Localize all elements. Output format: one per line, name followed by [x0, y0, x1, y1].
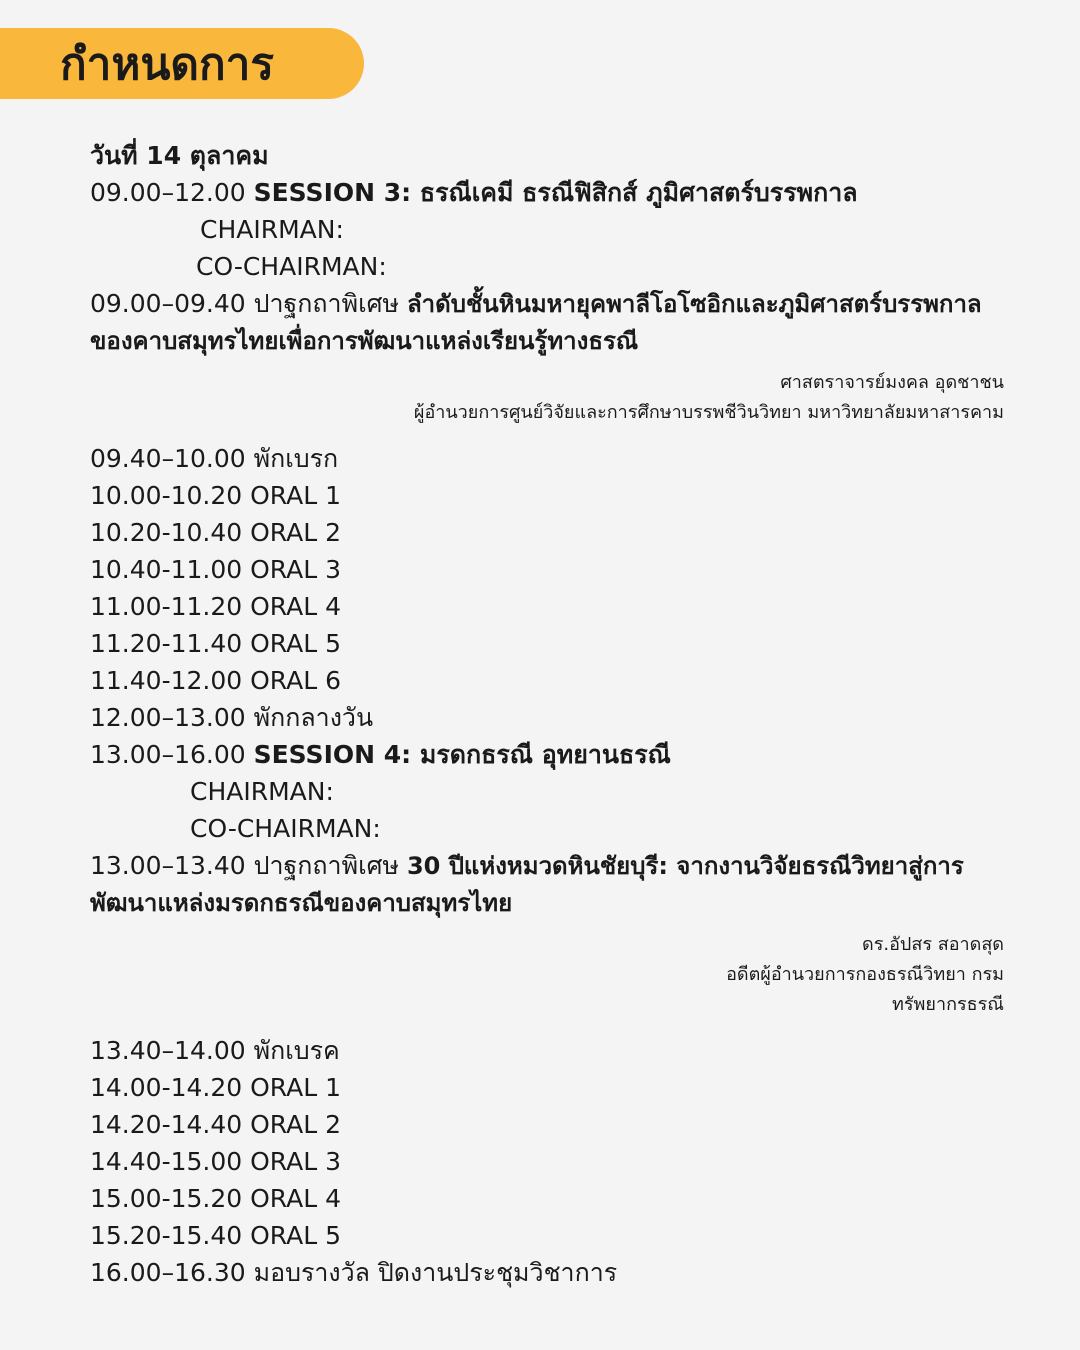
keynote2-heading	[90, 847, 1004, 885]
keynote2-speaker-affiliation-line2: ทรัพยากรธรณี	[892, 994, 1004, 1015]
list-item: 11.00-11.20 ORAL 4	[90, 592, 342, 621]
session3-label: SESSION 3: ธรณีเคมี ธรณีฟิสิกส์ ภูมิศาสตร์บรรพกาล	[253, 178, 858, 207]
list-item: 12.00–13.00 พักกลางวัน	[90, 703, 374, 732]
keynote1-title-line1: ลำดับชั้นหินมหายุคพาลีโอโซอิกและภูมิศาสตร์บรรพกาล	[406, 290, 982, 318]
afternoon-items	[90, 1032, 1004, 1291]
session3-cochairman: CO-CHAIRMAN:	[196, 252, 387, 281]
list-item: 14.20-14.40 ORAL 2	[90, 1110, 342, 1139]
keynote1-title-line2: ของคาบสมุทรไทยเพื่อการพัฒนาแหล่งเรียนรู้ทางธรณี	[90, 327, 639, 355]
page-title: กำหนดการ	[60, 38, 274, 90]
list-item: 11.20-11.40 ORAL 5	[90, 629, 342, 658]
session4-label: SESSION 4: มรดกธรณี อุทยานธรณี	[253, 740, 671, 769]
list-item: 14.00-14.20 ORAL 1	[90, 1073, 342, 1102]
keynote1-time: 09.00–09.40 ปาฐกถาพิเศษ	[90, 289, 399, 318]
title-banner	[0, 28, 364, 99]
list-item: 15.20-15.40 ORAL 5	[90, 1221, 342, 1250]
keynote1-speaker-affiliation: ผู้อำนวยการศูนย์วิจัยและการศึกษาบรรพชีวินวิทยา มหาวิทยาลัยมหาสารคาม	[413, 402, 1004, 423]
session3-chairman: CHAIRMAN:	[200, 215, 344, 244]
list-item: 10.20-10.40 ORAL 2	[90, 518, 342, 547]
keynote1-speaker-name: ศาสตราจารย์มงคล อุดชาชน	[780, 372, 1004, 393]
session3-time: 09.00–12.00	[90, 178, 246, 207]
keynote2-speaker-affiliation-line1: อดีตผู้อำนวยการกองธรณีวิทยา กรม	[726, 964, 1004, 985]
list-item: 16.00–16.30 มอบรางวัล ปิดงานประชุมวิชาการ	[90, 1258, 618, 1287]
session4-time: 13.00–16.00	[90, 740, 246, 769]
session4-chairman: CHAIRMAN:	[190, 777, 334, 806]
list-item: 15.00-15.20 ORAL 4	[90, 1184, 342, 1213]
list-item: 11.40-12.00 ORAL 6	[90, 666, 342, 695]
schedule-content	[90, 137, 1004, 1291]
session4-cochairman: CO-CHAIRMAN:	[190, 814, 381, 843]
keynote2-title-line2: พัฒนาแหล่งมรดกธรณีของคาบสมุทรไทย	[90, 889, 513, 917]
schedule-date: วันที่ 14 ตุลาคม	[90, 141, 269, 170]
list-item: 10.00-10.20 ORAL 1	[90, 481, 342, 510]
list-item: 09.40–10.00 พักเบรก	[90, 444, 339, 473]
list-item: 10.40-11.00 ORAL 3	[90, 555, 342, 584]
list-item: 14.40-15.00 ORAL 3	[90, 1147, 342, 1176]
list-item: 13.40–14.00 พักเบรค	[90, 1036, 340, 1065]
keynote2-title-line1: 30 ปีแห่งหมวดหินชัยบุรี: จากงานวิจัยธรณีวิทยาสู่การ	[406, 852, 964, 880]
keynote2-speaker-name: ดร.อัปสร สอาดสุด	[862, 934, 1004, 955]
session4-heading	[90, 736, 1004, 773]
morning-items	[90, 440, 1004, 736]
keynote1-heading	[90, 285, 1004, 323]
session3-heading	[90, 174, 1004, 211]
keynote2-time: 13.00–13.40 ปาฐกถาพิเศษ	[90, 851, 399, 880]
